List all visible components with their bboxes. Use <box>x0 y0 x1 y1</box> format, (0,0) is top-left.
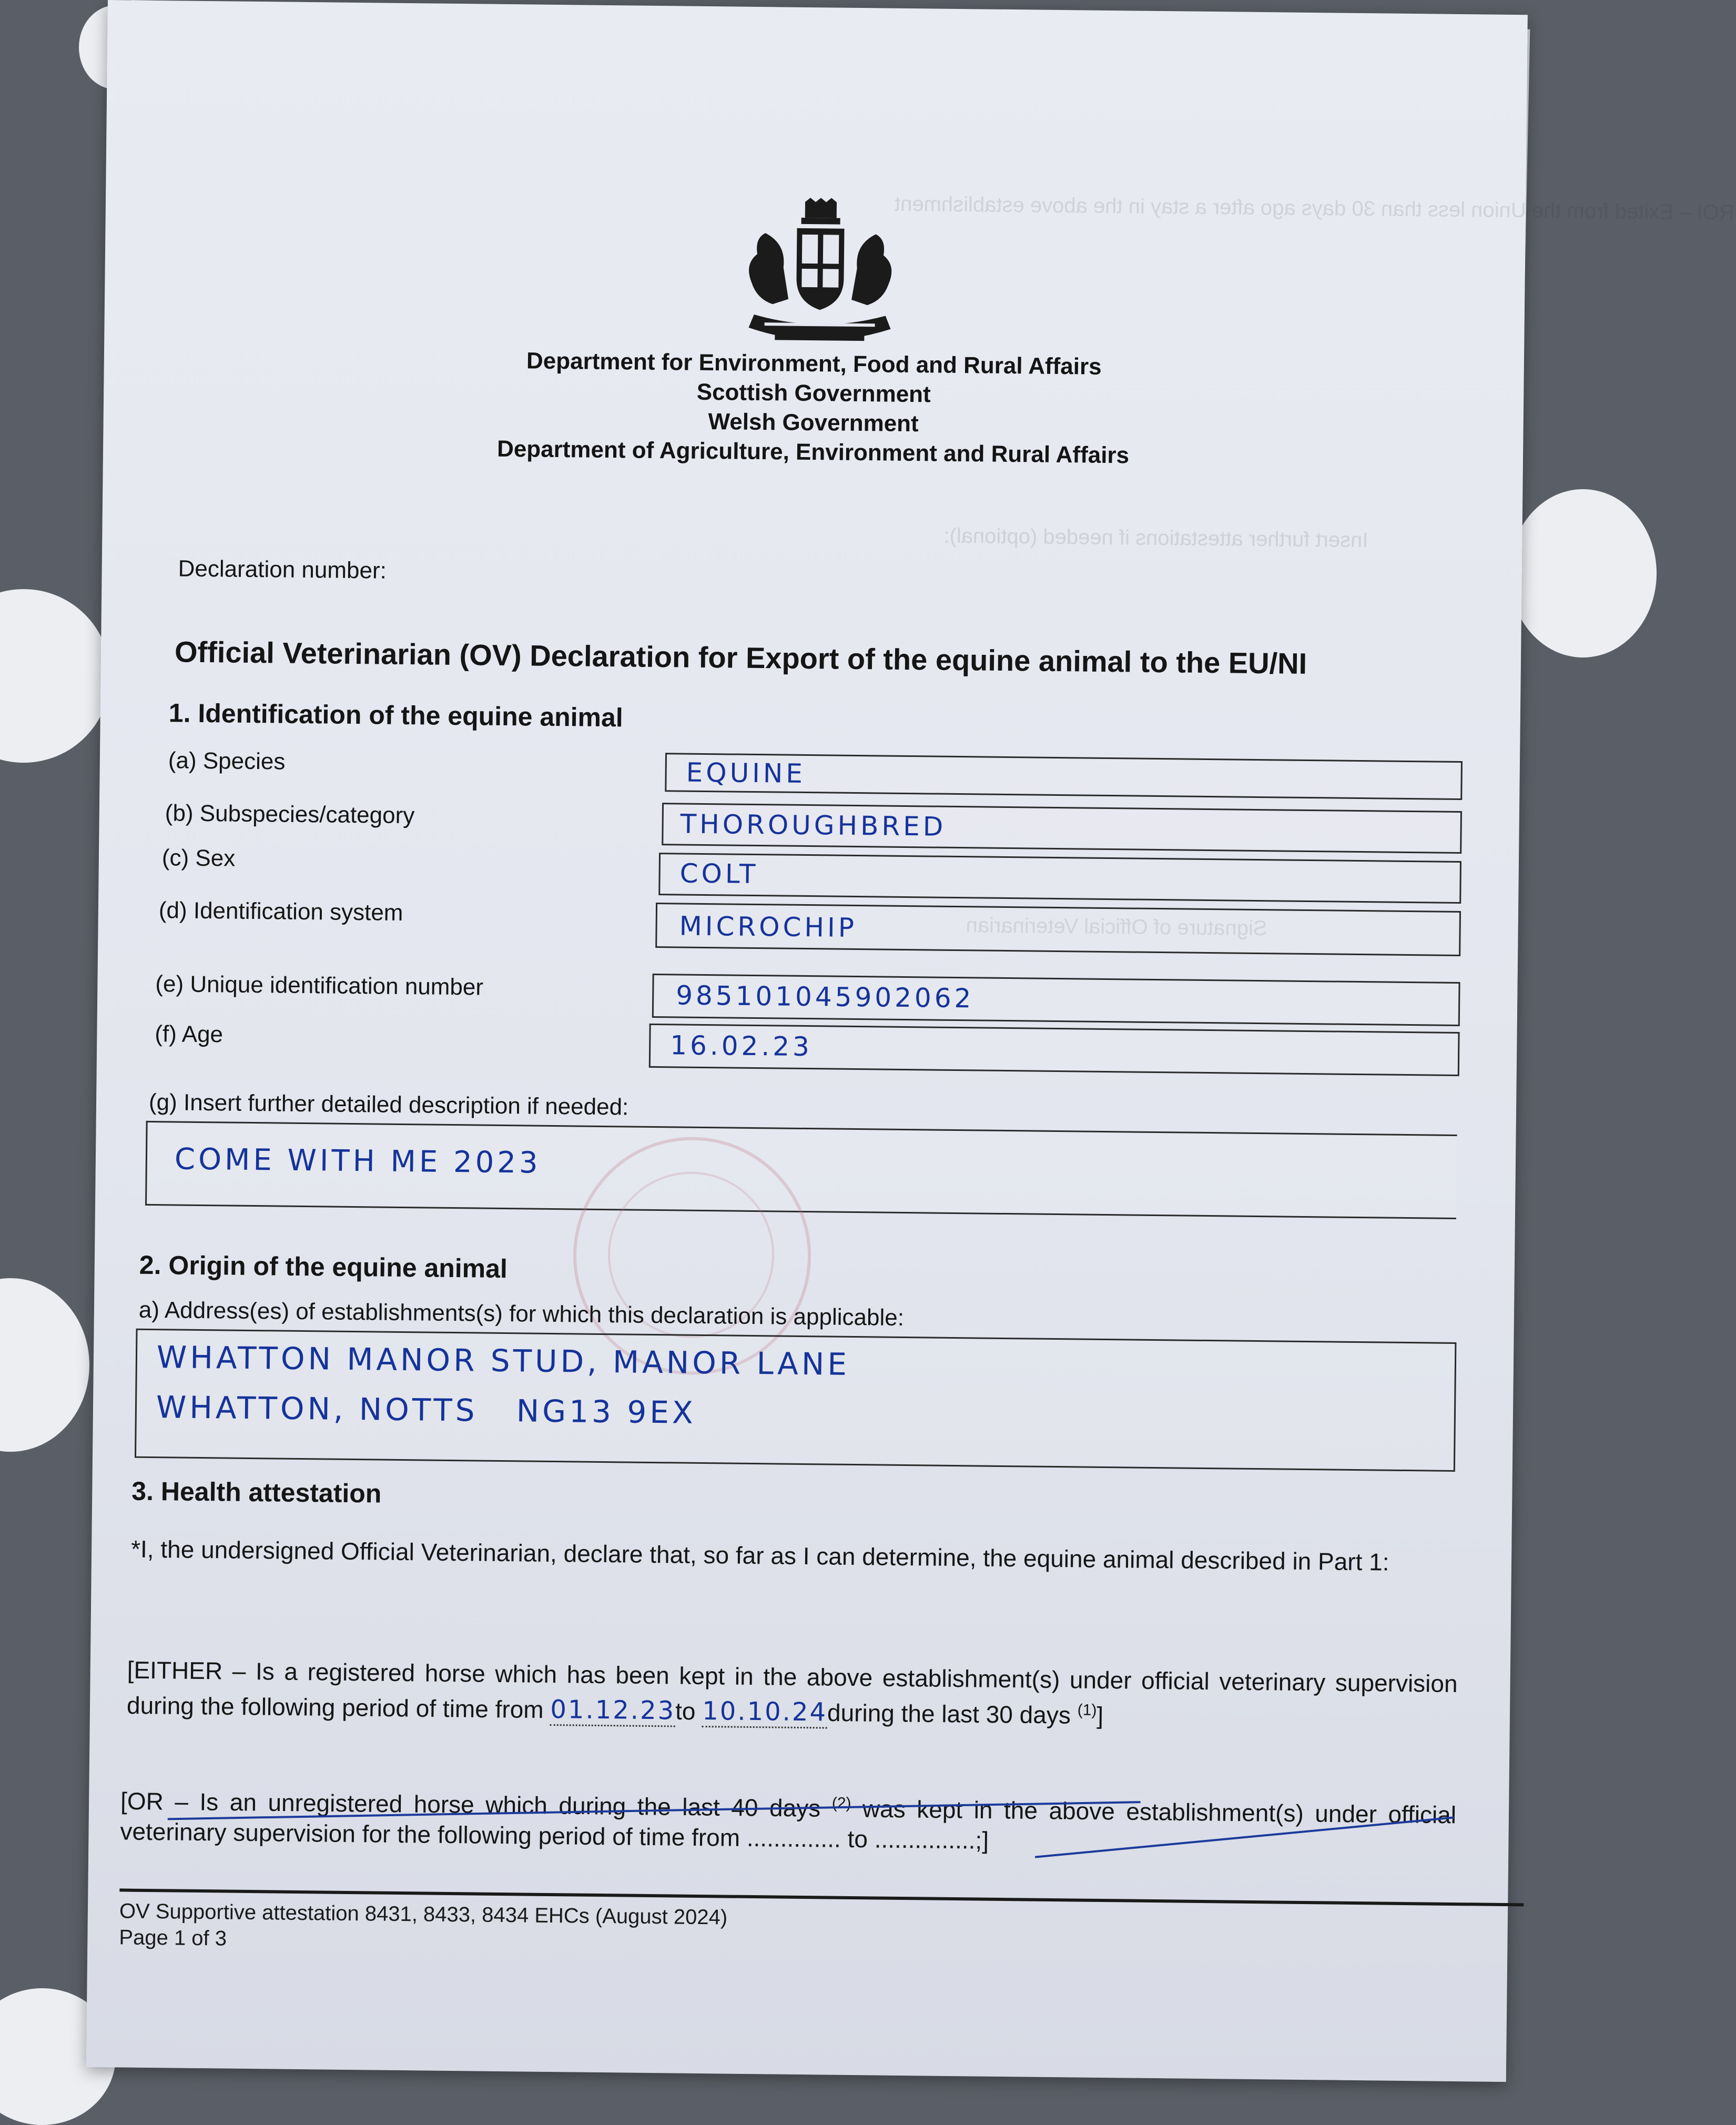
age-value: 16.02.23 <box>669 1030 813 1062</box>
footer-page-number: Page 1 of 3 <box>119 1926 227 1950</box>
declaration-number-label: Declaration number: <box>178 555 387 584</box>
description-value: COME WITH ME 2023 <box>174 1142 541 1180</box>
royal-coat-of-arms-icon <box>733 196 908 347</box>
subspecies-value: THOROUGHBRED <box>680 808 947 842</box>
sex-field[interactable] <box>658 853 1461 904</box>
sex-label: (c) Sex <box>161 845 236 872</box>
or-footnote: (2) <box>831 1794 851 1812</box>
either-clause <box>127 1655 1458 1735</box>
sex-value: COLT <box>679 858 759 890</box>
or-from-blank: .............. <box>746 1824 841 1853</box>
bleed-through-text: Insert further attestations if needed (optional): <box>943 524 1368 552</box>
attestation-intro <box>131 1534 1456 1578</box>
section2-heading: 2. Origin of the equine animal <box>139 1250 508 1284</box>
section1-heading: 1. Identification of the equine animal <box>168 698 624 733</box>
tablecloth-dot <box>0 1278 89 1452</box>
either-to-word: to <box>675 1697 696 1725</box>
page-title: Official Veterinarian (OV) Declaration for Export of the equine animal to the EU/NI <box>174 635 1307 680</box>
section3-heading: 3. Health attestation <box>131 1476 382 1509</box>
or-to-blank: ............... <box>874 1825 976 1854</box>
or-text-2: was kept in the above establishment(s) under official veterinary supervision for the following period of time from <box>120 1795 1457 1852</box>
bleed-through-text: Signature of Official Veterinarian <box>966 914 1267 940</box>
identification-system-value: MICROCHIP <box>679 910 858 944</box>
declaration-page <box>86 0 1734 2082</box>
attestation-intro-text: *I, the undersigned Official Veterinarian, declare that, so far as I can determine, the equine animal described in Part 1: <box>130 1535 1389 1576</box>
address-line1: WHATTON MANOR STUD, MANOR LANE <box>156 1339 850 1382</box>
or-text: [OR – Is an unregistered horse which during the last 40 days <box>120 1787 821 1822</box>
bleed-through-text: ROI – Exited from the Union less than 30 days ago after a stay in the above establishment <box>894 192 1734 225</box>
tablecloth-dot <box>1509 489 1657 657</box>
or-close: ;] <box>975 1826 989 1855</box>
either-footnote: (1) <box>1077 1701 1097 1719</box>
either-text-2: during the last 30 days <box>827 1698 1071 1729</box>
department-scottish-gov: Scottish Government <box>696 379 931 408</box>
identification-system-label: (d) Identification system <box>158 897 403 926</box>
age-label: (f) Age <box>155 1021 224 1048</box>
either-to-date: 10.10.24 <box>702 1696 827 1728</box>
unique-id-value: 985101045902062 <box>675 980 974 1014</box>
department-welsh-gov: Welsh Government <box>708 408 919 437</box>
department-daera: Department of Agriculture, Environment and Rural Affairs <box>496 436 1130 469</box>
unique-id-label: (e) Unique identification number <box>155 971 484 1000</box>
subspecies-label: (b) Subspecies/category <box>165 800 415 829</box>
address-label: a) Address(es) of establishments(s) for which this declaration is applicable: <box>138 1297 905 1331</box>
department-headings <box>103 342 1524 474</box>
either-from-date: 01.12.23 <box>550 1695 675 1727</box>
either-close: ] <box>1097 1702 1104 1729</box>
or-clause <box>120 1780 1456 1860</box>
description-label: (g) Insert further detailed description if needed: <box>148 1089 629 1120</box>
either-text: [EITHER – Is a registered horse which has been kept in the above establishment(s) under official veterinary supervision during the following period of time from <box>126 1656 1458 1724</box>
footer-document-ref: OV Supportive attestation 8431, 8433, 8434 EHCs (August 2024) <box>119 1899 728 1929</box>
page-footer <box>119 1898 727 1957</box>
address-line2: WHATTON, NOTTS NG13 9EX <box>156 1389 697 1431</box>
or-to-word: to <box>847 1825 868 1853</box>
species-value: EQUINE <box>686 757 806 789</box>
tablecloth-dot <box>0 589 110 763</box>
department-defra: Department for Environment, Food and Rural Affairs <box>526 348 1102 380</box>
species-label: (a) Species <box>168 747 286 775</box>
